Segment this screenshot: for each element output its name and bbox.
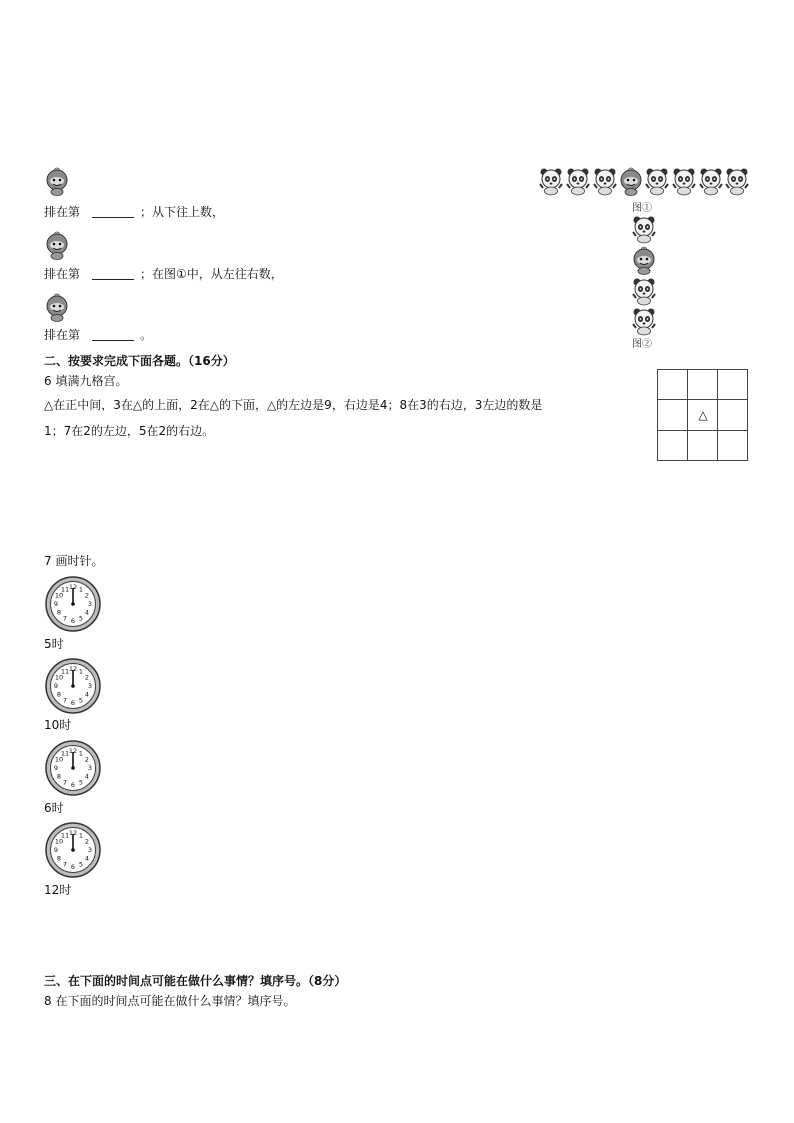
panda-icon xyxy=(538,166,564,196)
grid-cell[interactable] xyxy=(658,431,688,461)
grid-cell[interactable] xyxy=(718,370,748,400)
clock-label: 12时 xyxy=(44,883,72,897)
panda-icon xyxy=(671,166,697,196)
clock-label: 5时 xyxy=(44,637,64,651)
grid-cell[interactable] xyxy=(658,400,688,430)
panda-icon xyxy=(631,214,657,244)
monkey-icon xyxy=(618,166,644,196)
answer-blank-1[interactable] xyxy=(92,205,134,218)
panda-icon xyxy=(698,166,724,196)
q6-text-line-2: 1；7在2的左边，5在2的右边。 xyxy=(44,424,215,438)
q6-title: 6 填满九格宫。 xyxy=(44,374,128,388)
figure-1-row xyxy=(538,166,750,196)
clock-label: 6时 xyxy=(44,801,64,815)
answer-blank-3[interactable] xyxy=(92,328,134,341)
panda-icon xyxy=(724,166,750,196)
question-line-3 xyxy=(44,327,152,343)
q6-text-line-1: △在正中间，3在△的上面，2在△的下面，△的左边是9，右边是4；8在3的右边，3左边的数是 xyxy=(44,398,543,412)
clock-icon[interactable] xyxy=(44,821,102,879)
panda-icon xyxy=(631,306,657,336)
panda-icon xyxy=(592,166,618,196)
clock-icon[interactable] xyxy=(44,739,102,797)
grid-center-cell: △ xyxy=(698,408,708,422)
clock-icon[interactable] xyxy=(44,575,102,633)
nine-grid xyxy=(657,369,748,461)
monkey-icon xyxy=(44,230,70,260)
q8-title: 8 在下面的时间点可能在做什么事情？填序号。 xyxy=(44,994,296,1008)
monkey-icon xyxy=(631,245,657,275)
monkey-icon xyxy=(44,292,70,322)
question-line-2 xyxy=(44,266,283,282)
question-line-1 xyxy=(44,204,224,220)
answer-blank-2[interactable] xyxy=(92,267,134,280)
question-text: 。 xyxy=(140,328,153,342)
grid-cell[interactable] xyxy=(718,431,748,461)
figure-2-caption: 图② xyxy=(632,339,652,350)
section-three-heading: 三、在下面的时间点可能在做什么事情？填序号。（8分） xyxy=(44,974,347,988)
question-text: 排在第 xyxy=(44,267,81,281)
question-text: ；在图①中，从左往右数， xyxy=(140,267,283,281)
monkey-icon xyxy=(44,166,70,196)
grid-cell[interactable] xyxy=(718,400,748,430)
q7-title: 7 画时针。 xyxy=(44,554,104,568)
panda-icon xyxy=(644,166,670,196)
panda-icon xyxy=(631,276,657,306)
grid-cell[interactable] xyxy=(688,370,718,400)
panda-icon xyxy=(565,166,591,196)
grid-cell[interactable] xyxy=(658,370,688,400)
question-text: 排在第 xyxy=(44,205,81,219)
clock-icon[interactable] xyxy=(44,657,102,715)
question-text: 排在第 xyxy=(44,328,81,342)
grid-cell[interactable] xyxy=(688,431,718,461)
figure-1-caption: 图① xyxy=(632,203,652,214)
section-two-heading: 二、按要求完成下面各题。（16分） xyxy=(44,354,235,368)
clock-label: 10时 xyxy=(44,718,72,732)
question-text: ；从下往上数， xyxy=(140,205,225,219)
